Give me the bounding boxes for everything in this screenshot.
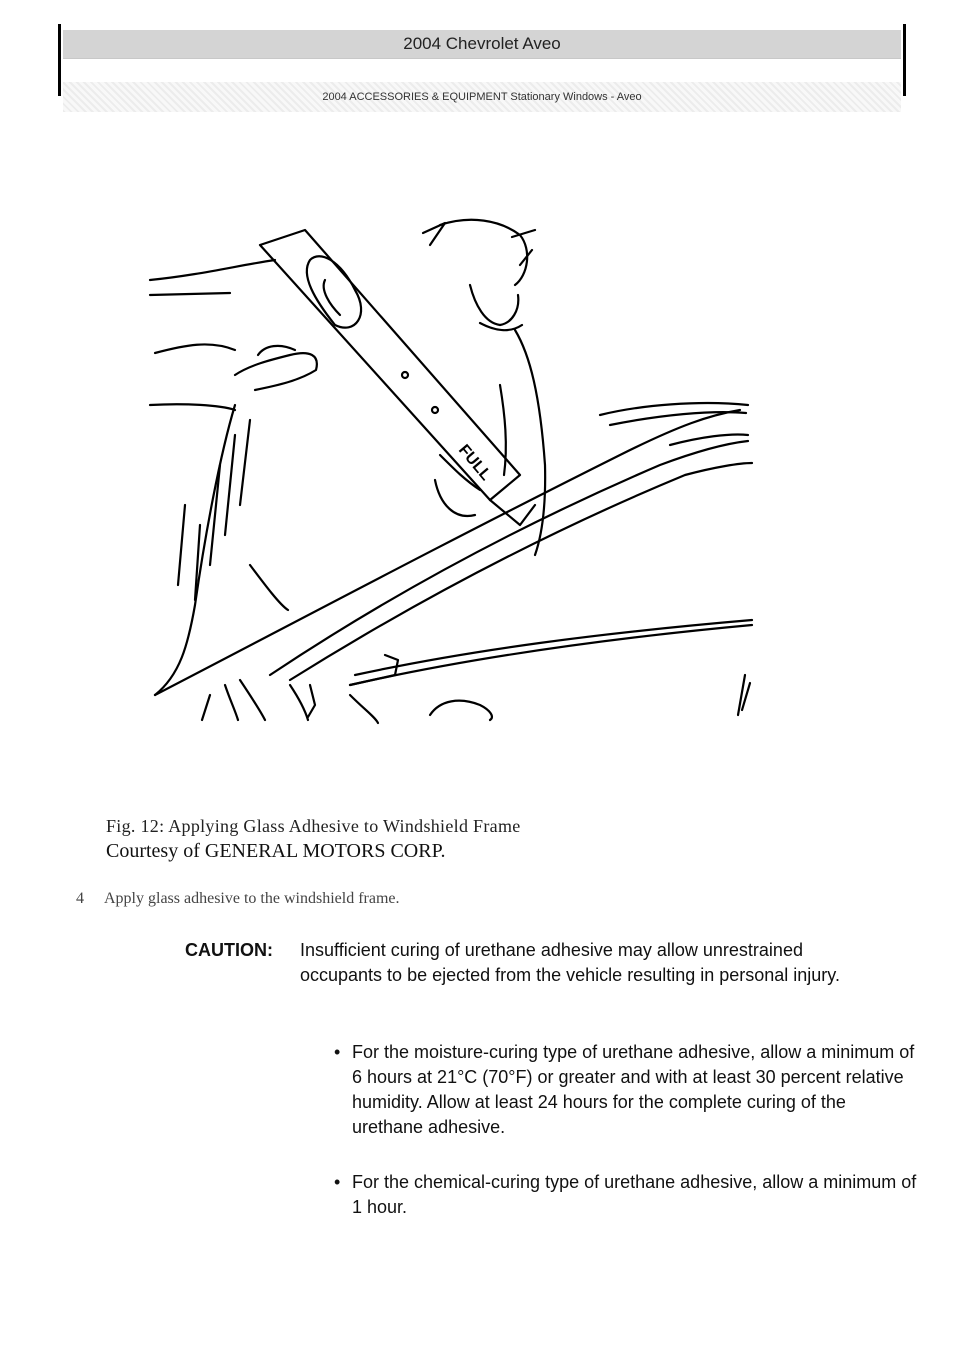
step-text: Apply glass adhesive to the windshield frame. xyxy=(104,890,400,907)
figure-courtesy: Courtesy of GENERAL MOTORS CORP. xyxy=(106,840,446,862)
caution-bullet-moisture-curing: • For the moisture-curing type of urethane adhesive, allow a minimum of 6 hours at 21°C (70°F) or greater and with at least 30 percent relative humidity. Allow at least 24 hours for the complete curing of the urethane adhesive. xyxy=(332,1040,917,1140)
caution-bullet-chemical-curing: • For the chemical-curing type of urethane adhesive, allow a minimum of 1 hour. xyxy=(332,1170,917,1220)
page-header xyxy=(58,24,906,103)
document-subtitle: 2004 ACCESSORIES & EQUIPMENT Stationary Windows - Aveo xyxy=(63,82,901,112)
gun-label-text: FULL xyxy=(454,441,495,484)
step-number: 4 xyxy=(76,890,84,907)
header-right-rule xyxy=(903,24,906,96)
caution-label: CAUTION: xyxy=(185,940,273,960)
header-left-rule xyxy=(58,24,61,96)
caution-text: Insufficient curing of urethane adhesive may allow unrestrained occupants to be ejected from the vehicle resulting in personal injury. xyxy=(300,940,840,985)
figure-caption: Fig. 12: Applying Glass Adhesive to Windshield Frame xyxy=(106,816,521,836)
procedure-step xyxy=(76,890,400,908)
windshield-frame-shape xyxy=(155,403,752,695)
technician-applying-adhesive-illustration xyxy=(140,205,760,725)
document-title: 2004 Chevrolet Aveo xyxy=(63,30,901,59)
